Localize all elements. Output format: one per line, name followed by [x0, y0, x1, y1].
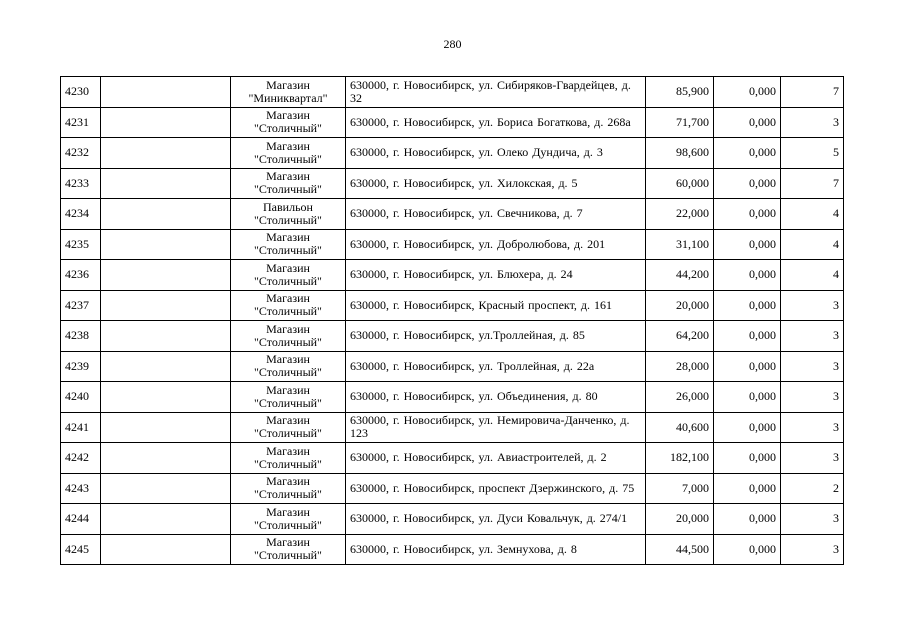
row-id-cell: 4238 [61, 321, 101, 352]
address-cell: 630000, г. Новосибирск, ул. Земнухова, д. 8 [346, 534, 646, 565]
count-cell: 3 [781, 382, 844, 413]
value-cell: 0,000 [714, 77, 781, 108]
area-cell: 7,000 [646, 473, 714, 504]
object-name-cell [231, 229, 346, 260]
table-row [61, 77, 844, 108]
object-brand: "Столичный" [254, 182, 322, 197]
table-row [61, 473, 844, 504]
empty-cell [101, 138, 231, 169]
value-cell: 0,000 [714, 534, 781, 565]
table-row [61, 351, 844, 382]
row-id-cell: 4245 [61, 534, 101, 565]
object-brand: "Столичный" [254, 212, 322, 227]
count-cell: 7 [781, 168, 844, 199]
empty-cell [101, 107, 231, 138]
address-cell: 630000, г. Новосибирск, ул. Блюхера, д. 24 [346, 260, 646, 291]
object-brand: "Столичный" [254, 365, 322, 380]
table-row [61, 290, 844, 321]
object-name-cell [231, 534, 346, 565]
object-brand: "Столичный" [254, 548, 322, 563]
address-cell: 630000, г. Новосибирск, ул. Троллейная, д. 22а [346, 351, 646, 382]
value-cell: 0,000 [714, 504, 781, 535]
count-cell: 4 [781, 260, 844, 291]
value-cell: 0,000 [714, 382, 781, 413]
object-brand: "Столичный" [254, 395, 322, 410]
count-cell: 3 [781, 534, 844, 565]
count-cell: 3 [781, 443, 844, 474]
address-cell: 630000, г. Новосибирск, Красный проспект, д. 161 [346, 290, 646, 321]
area-cell: 64,200 [646, 321, 714, 352]
object-brand: "Столичный" [254, 487, 322, 502]
object-brand: "Столичный" [254, 151, 322, 166]
address-cell: 630000, г. Новосибирск, ул. Сибиряков-Гвардейцев, д. 32 [346, 77, 646, 108]
table-row [61, 107, 844, 138]
table-row [61, 534, 844, 565]
address-cell: 630000, г. Новосибирск, ул. Бориса Богаткова, д. 268а [346, 107, 646, 138]
count-cell: 2 [781, 473, 844, 504]
object-brand: "Столичный" [254, 304, 322, 319]
address-cell: 630000, г. Новосибирск, ул. Объединения, д. 80 [346, 382, 646, 413]
table-row [61, 168, 844, 199]
value-cell: 0,000 [714, 168, 781, 199]
table-body [61, 77, 844, 565]
empty-cell [101, 351, 231, 382]
row-id-cell: 4234 [61, 199, 101, 230]
object-type: Магазин [266, 504, 310, 519]
object-name-cell [231, 412, 346, 443]
row-id-cell: 4239 [61, 351, 101, 382]
address-cell: 630000, г. Новосибирск, ул. Дуси Ковальчук, д. 274/1 [346, 504, 646, 535]
empty-cell [101, 382, 231, 413]
object-name-cell [231, 351, 346, 382]
address-cell: 630000, г. Новосибирск, ул.Троллейная, д. 85 [346, 321, 646, 352]
object-brand: "Столичный" [254, 334, 322, 349]
empty-cell [101, 260, 231, 291]
address-cell: 630000, г. Новосибирск, ул. Немировича-Данченко, д. 123 [346, 412, 646, 443]
table-row [61, 443, 844, 474]
row-id-cell: 4230 [61, 77, 101, 108]
address-cell: 630000, г. Новосибирск, ул. Авиастроителей, д. 2 [346, 443, 646, 474]
value-cell: 0,000 [714, 290, 781, 321]
object-name-cell [231, 473, 346, 504]
object-brand: "Столичный" [254, 517, 322, 532]
area-cell: 44,200 [646, 260, 714, 291]
registry-table [60, 76, 844, 565]
object-type: Павильон [263, 199, 313, 214]
value-cell: 0,000 [714, 473, 781, 504]
object-type: Магазин [266, 291, 310, 306]
object-brand: "Столичный" [254, 121, 322, 136]
area-cell: 22,000 [646, 199, 714, 230]
object-type: Магазин [266, 352, 310, 367]
object-type: Магазин [266, 443, 310, 458]
empty-cell [101, 321, 231, 352]
area-cell: 26,000 [646, 382, 714, 413]
page-number: 280 [443, 37, 462, 51]
row-id-cell: 4241 [61, 412, 101, 443]
address-cell: 630000, г. Новосибирск, ул. Хилокская, д. 5 [346, 168, 646, 199]
area-cell: 20,000 [646, 290, 714, 321]
area-cell: 44,500 [646, 534, 714, 565]
object-type: Магазин [266, 535, 310, 550]
count-cell: 4 [781, 199, 844, 230]
object-name-cell [231, 199, 346, 230]
object-brand: "Столичный" [254, 456, 322, 471]
row-id-cell: 4244 [61, 504, 101, 535]
area-cell: 28,000 [646, 351, 714, 382]
object-name-cell [231, 107, 346, 138]
row-id-cell: 4240 [61, 382, 101, 413]
area-cell: 98,600 [646, 138, 714, 169]
count-cell: 4 [781, 229, 844, 260]
area-cell: 31,100 [646, 229, 714, 260]
table-row [61, 138, 844, 169]
address-cell: 630000, г. Новосибирск, проспект Дзержинского, д. 75 [346, 473, 646, 504]
count-cell: 7 [781, 77, 844, 108]
row-id-cell: 4237 [61, 290, 101, 321]
empty-cell [101, 199, 231, 230]
object-name-cell [231, 138, 346, 169]
row-id-cell: 4235 [61, 229, 101, 260]
table-row [61, 321, 844, 352]
address-cell: 630000, г. Новосибирск, ул. Добролюбова, д. 201 [346, 229, 646, 260]
empty-cell [101, 504, 231, 535]
table-row [61, 412, 844, 443]
object-type: Магазин [266, 321, 310, 336]
row-id-cell: 4231 [61, 107, 101, 138]
empty-cell [101, 290, 231, 321]
object-name-cell [231, 77, 346, 108]
object-type: Магазин [266, 260, 310, 275]
area-cell: 60,000 [646, 168, 714, 199]
object-type: Магазин [266, 474, 310, 489]
row-id-cell: 4232 [61, 138, 101, 169]
count-cell: 3 [781, 412, 844, 443]
empty-cell [101, 168, 231, 199]
table-row [61, 260, 844, 291]
value-cell: 0,000 [714, 260, 781, 291]
object-name-cell [231, 168, 346, 199]
value-cell: 0,000 [714, 412, 781, 443]
object-name-cell [231, 321, 346, 352]
object-name-cell [231, 382, 346, 413]
table-row [61, 504, 844, 535]
empty-cell [101, 412, 231, 443]
address-cell: 630000, г. Новосибирск, ул. Олеко Дундича, д. 3 [346, 138, 646, 169]
row-id-cell: 4233 [61, 168, 101, 199]
value-cell: 0,000 [714, 199, 781, 230]
value-cell: 0,000 [714, 107, 781, 138]
count-cell: 3 [781, 351, 844, 382]
empty-cell [101, 473, 231, 504]
count-cell: 5 [781, 138, 844, 169]
count-cell: 3 [781, 504, 844, 535]
area-cell: 20,000 [646, 504, 714, 535]
row-id-cell: 4243 [61, 473, 101, 504]
object-brand: "Столичный" [254, 273, 322, 288]
empty-cell [101, 229, 231, 260]
object-type: Магазин [266, 138, 310, 153]
value-cell: 0,000 [714, 321, 781, 352]
value-cell: 0,000 [714, 229, 781, 260]
object-type: Магазин [266, 108, 310, 123]
empty-cell [101, 77, 231, 108]
area-cell: 40,600 [646, 412, 714, 443]
table-row [61, 199, 844, 230]
count-cell: 3 [781, 290, 844, 321]
object-type: Магазин [266, 413, 310, 428]
table-row [61, 229, 844, 260]
empty-cell [101, 443, 231, 474]
count-cell: 3 [781, 107, 844, 138]
row-id-cell: 4242 [61, 443, 101, 474]
object-brand: "Миниквартал" [248, 90, 328, 105]
count-cell: 3 [781, 321, 844, 352]
object-name-cell [231, 504, 346, 535]
object-name-cell [231, 290, 346, 321]
object-brand: "Столичный" [254, 243, 322, 258]
object-name-cell [231, 443, 346, 474]
object-type: Магазин [266, 169, 310, 184]
object-brand: "Столичный" [254, 426, 322, 441]
address-cell: 630000, г. Новосибирск, ул. Свечникова, д. 7 [346, 199, 646, 230]
area-cell: 85,900 [646, 77, 714, 108]
object-type: Магазин [266, 230, 310, 245]
empty-cell [101, 534, 231, 565]
value-cell: 0,000 [714, 443, 781, 474]
row-id-cell: 4236 [61, 260, 101, 291]
object-type: Магазин [266, 77, 310, 92]
object-type: Магазин [266, 382, 310, 397]
value-cell: 0,000 [714, 351, 781, 382]
object-name-cell [231, 260, 346, 291]
area-cell: 71,700 [646, 107, 714, 138]
area-cell: 182,100 [646, 443, 714, 474]
table-row [61, 382, 844, 413]
value-cell: 0,000 [714, 138, 781, 169]
